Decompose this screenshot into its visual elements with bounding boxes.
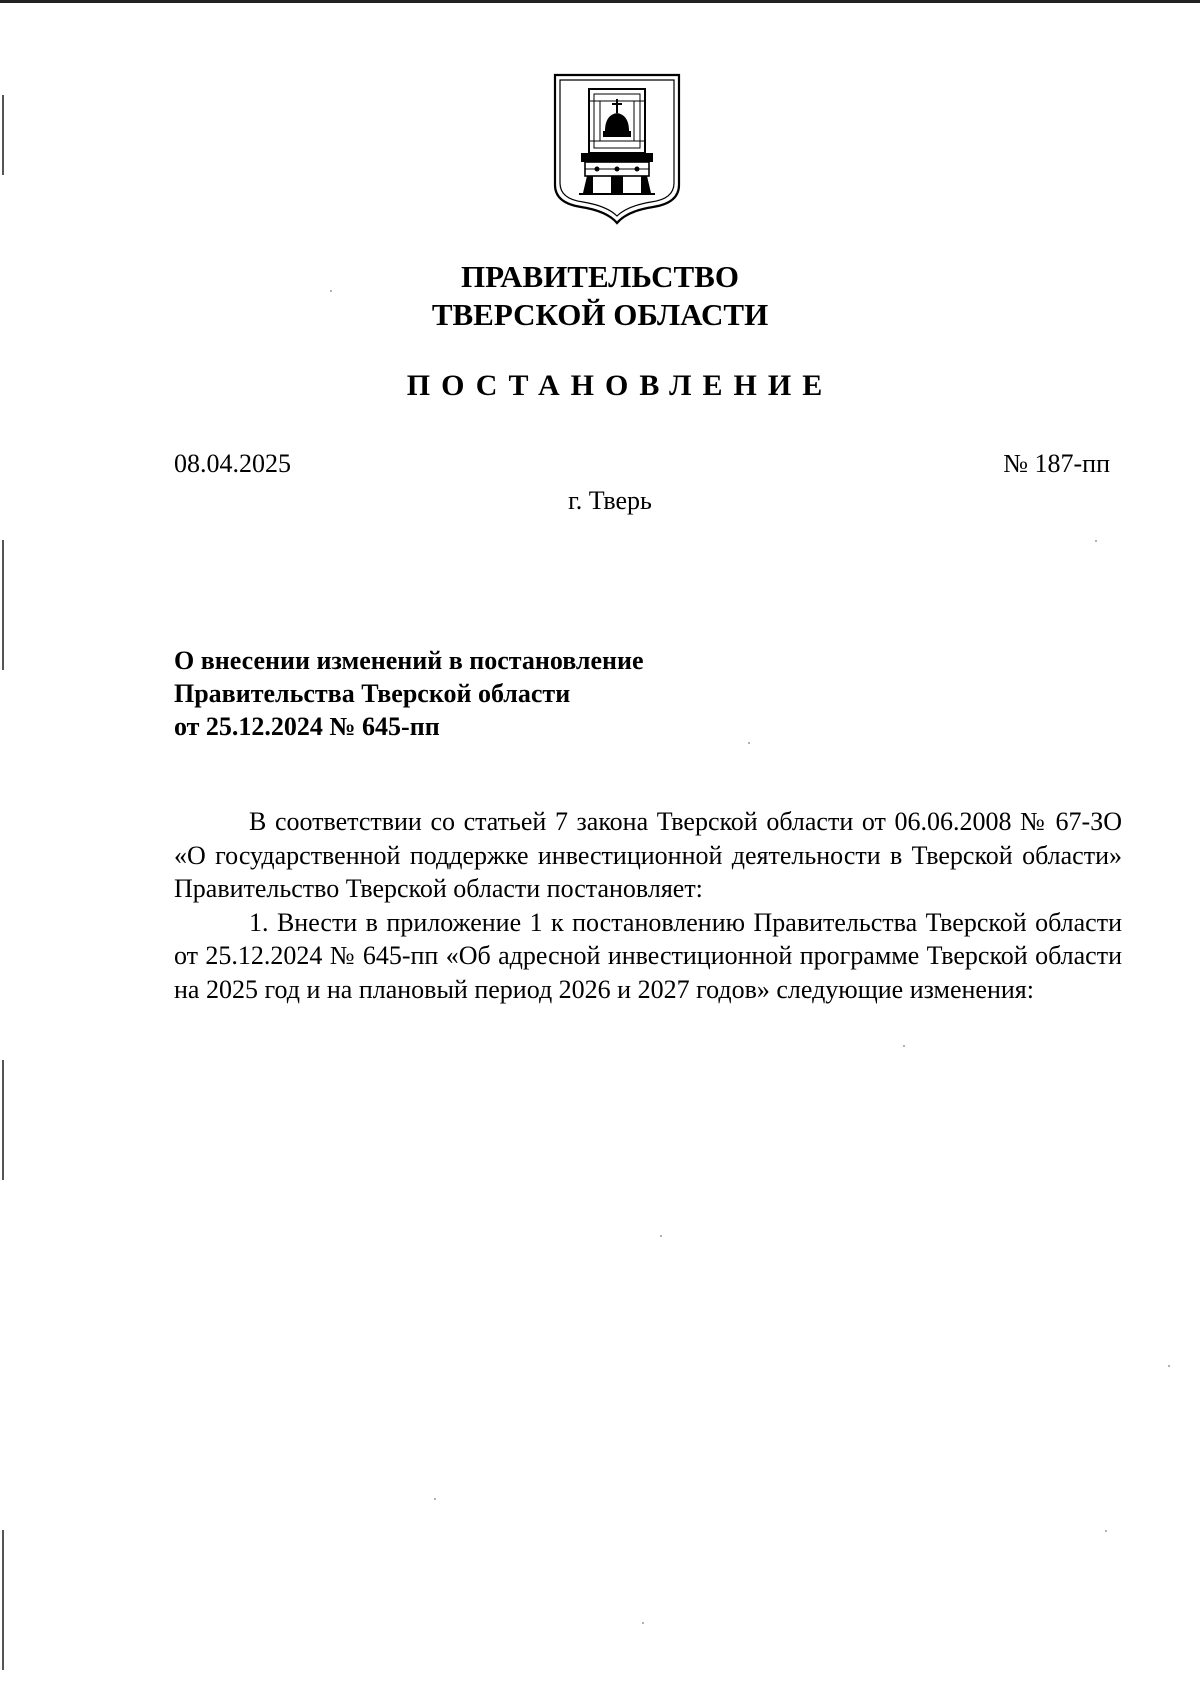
document-subject — [174, 644, 774, 743]
document-city: г. Тверь — [568, 486, 652, 515]
scan-speck — [660, 1235, 662, 1237]
organization-name-line-1: ПРАВИТЕЛЬСТВО — [461, 259, 739, 294]
body-preamble: В соответствии со статьей 7 закона Тверской области от 06.06.2008 № 67-ЗО «О государственной поддержке инвестиционной деятельности в Тверской области» Правительство Тверской области постановляет: — [174, 807, 1122, 903]
scan-speck — [642, 1622, 644, 1624]
scan-top-edge — [0, 0, 1200, 3]
organization-name-line-2: ТВЕРСКОЙ ОБЛАСТИ — [431, 297, 769, 332]
organization-name — [300, 258, 900, 334]
scan-speck — [434, 1498, 436, 1500]
document-body — [174, 805, 1122, 1006]
subject-line-3: от 25.12.2024 № 645-пп — [174, 712, 440, 741]
document-number: № 187-пп — [1003, 449, 1110, 478]
scan-speck — [330, 290, 332, 292]
scan-margin-mark — [2, 95, 4, 175]
body-item-1: 1. Внести в приложение 1 к постановлению Правительства Тверской области от 25.12.2024 № 645-пп «Об адресной инвестиционной программе Тверской области на 2025 год и на плановый период 2026 и 2027 годов» следующие изменения: — [174, 907, 1122, 1004]
subject-line-1: О внесении изменений в постановление — [174, 646, 644, 675]
scan-margin-mark — [2, 1530, 4, 1670]
scan-speck — [1095, 540, 1097, 542]
subject-line-2: Правительства Тверской области — [174, 679, 571, 708]
scan-speck — [1105, 1530, 1107, 1532]
scan-speck — [748, 742, 750, 744]
tver-oblast-coat-of-arms-icon — [553, 73, 681, 225]
document-type: ПОСТАНОВЛЕНИЕ — [406, 369, 834, 402]
scan-margin-mark — [2, 1060, 4, 1180]
document-date: 08.04.2025 — [174, 449, 291, 478]
scan-speck — [903, 1045, 905, 1047]
scan-margin-mark — [2, 540, 4, 670]
scan-speck — [1168, 1365, 1170, 1367]
